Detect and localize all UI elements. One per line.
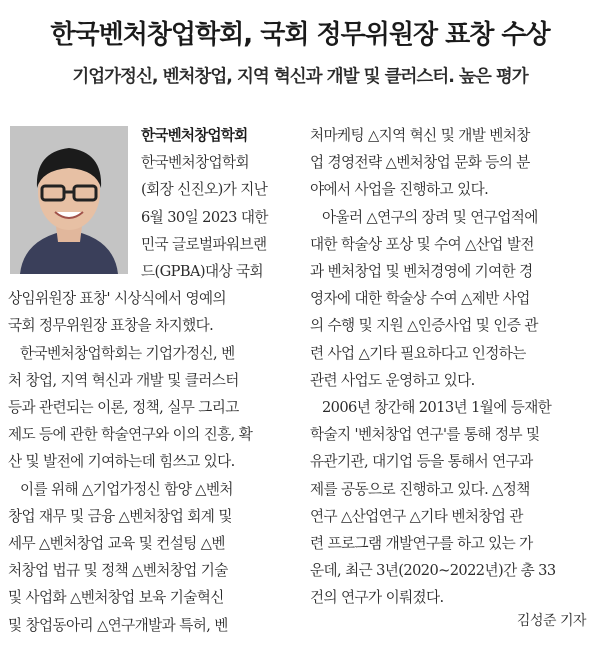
article-line: 련 프로그램 개발연구를 하고 있는 가: [310, 535, 533, 553]
article-line: 건의 연구가 이뤄졌다.: [310, 589, 444, 607]
article-line: (회장 신진오)가 지난: [141, 181, 268, 199]
article-line: 학술지 '벤처창업 연구'를 통해 정부 및: [310, 426, 540, 444]
article-line: 및 창업동아리 △연구개발과 특허, 벤: [8, 616, 228, 634]
article-line: 국회 정무위원장 표창을 차지했다.: [8, 317, 214, 335]
article-line: 업 경영전략 △벤처창업 문화 등의 분: [310, 154, 530, 172]
article-line: 유관기관, 대기업 등을 통해서 연구과: [310, 453, 533, 471]
article-line: 한국벤처창업학회는 기업가정신, 벤: [20, 344, 235, 362]
article-line: 한국벤처창업학회: [141, 154, 249, 172]
right-column: [310, 122, 594, 612]
article-line: 산 및 발전에 기여하는데 힘쓰고 있다.: [8, 453, 235, 471]
article-line: 등과 관련되는 이론, 정책, 실무 그리고: [8, 399, 239, 417]
article-line: 연구 △산업연구 △기타 벤처창업 관: [310, 507, 523, 525]
headline: 한국벤처창업학회, 국회 정무위원장 표창 수상: [50, 20, 550, 50]
article-line: 과 벤처창업 및 벤처경영에 기여한 경: [310, 263, 533, 281]
article-line: 창업 재무 및 금융 △벤처창업 회계 및: [8, 507, 232, 525]
article-line: 처 창업, 지역 혁신과 개발 및 클러스터: [8, 371, 239, 389]
byline: 김성준 기자: [516, 613, 586, 629]
article-line: 대한 학술상 포상 및 수여 △산업 발전: [310, 235, 534, 253]
article-line: 세무 △벤처창업 교육 및 컨설팅 △벤: [8, 535, 225, 553]
article-line: 운데, 최근 3년(2020~2022년)간 총 33: [310, 562, 556, 580]
article-line: 드(GPBA)대상 국회: [141, 263, 264, 281]
article-line: 6월 30일 2023 대한: [141, 208, 268, 226]
article-line: 민국 글로벌파워브랜: [141, 235, 267, 253]
article-line: 및 사업화 △벤처창업 보육 기술혁신: [8, 589, 224, 607]
article-line: 제를 공동으로 진행하고 있다. △정책: [310, 480, 530, 498]
article-line: 처마케팅 △지역 혁신 및 개발 벤처창: [310, 127, 530, 144]
left-column: [8, 122, 292, 639]
article-line: 2006년 창간해 2013년 1월에 등재한: [322, 399, 552, 417]
article-line: 영자에 대한 학술상 수여 △제반 사업: [310, 290, 530, 308]
article-line: 아울러 △연구의 장려 및 연구업적에: [322, 208, 538, 226]
article-line: 련 사업 △기타 필요하다고 인정하는: [310, 344, 526, 362]
article-line: 이를 위해 △기업가정신 함양 △벤처: [20, 480, 233, 498]
article-line: 야에서 사업을 진행하고 있다.: [310, 181, 489, 199]
article-line: 의 수행 및 지원 △인증사업 및 인증 관: [310, 317, 538, 335]
article-line: 처창업 법규 및 정책 △벤처창업 기술: [8, 562, 228, 580]
article-line: 제도 등에 관한 학술연구와 이의 진흥, 확: [8, 426, 253, 444]
subheadline: 기업가정신, 벤처창업, 지역 혁신과 개발 및 클러스터. 높은 평가: [72, 67, 528, 87]
article-line: 관련 사업도 운영하고 있다.: [310, 371, 475, 389]
article-line: 상임위원장 표창' 시상식에서 영예의: [8, 290, 226, 308]
photo-caption: 한국벤처창업학회: [141, 127, 248, 144]
